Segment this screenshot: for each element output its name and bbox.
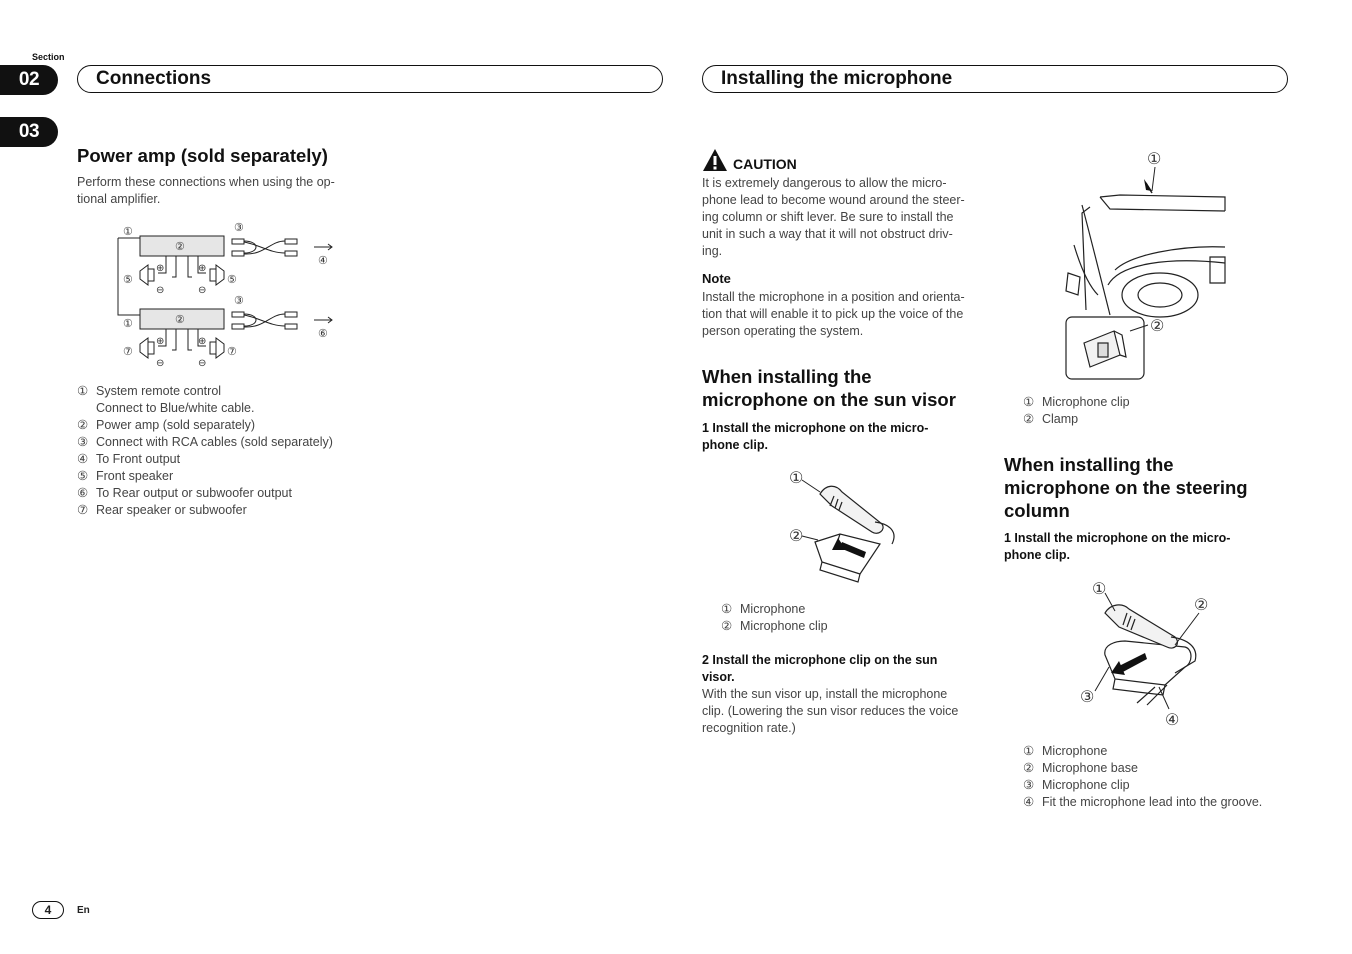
callout-5: ⑤ [227,274,237,286]
legend-num: ③ [1023,778,1035,792]
microphone-body [820,486,883,533]
callout-3: ③ [234,222,244,234]
step-line: 2 Install the microphone clip on the sun [702,653,938,667]
plus-symbol: ⊕ [198,336,207,347]
title-line: microphone on the steering [1004,477,1248,498]
plus-symbol: ⊕ [198,263,207,274]
plus-symbol: ⊕ [156,336,165,347]
legend-num: ② [1023,412,1035,426]
page-language: En [77,905,90,916]
legend-item [1023,760,1262,777]
rca-plug [232,324,244,329]
legend-item [77,434,377,451]
rca-plug [285,251,297,256]
rca-plug [232,312,244,317]
callout-2: ② [175,241,185,253]
legend-item [1023,743,1262,760]
legend-num: ① [1023,395,1035,409]
visor-figure-legend [1023,394,1130,428]
minus-symbol: ⊖ [198,285,207,296]
power-amp-legend [77,383,377,519]
note-line: person operating the system. [702,324,864,338]
legend-item [1023,394,1130,411]
caution-heading [702,148,797,172]
legend-text: Microphone base [1042,761,1138,775]
legend-item [721,618,828,635]
rca-plug [285,324,297,329]
power-amp-wiring-diagram [110,215,350,375]
power-amp-intro [77,174,377,208]
legend-num: ① [1023,744,1035,758]
text-line: recognition rate.) [702,721,796,735]
steering-wheel [1122,273,1198,317]
intro-line: Perform these connections when using the op- [77,175,335,189]
legend-text: Fit the microphone lead into the groove. [1042,795,1263,809]
step-line: phone clip. [702,438,768,452]
callout-5: ⑤ [123,274,133,286]
callout-2: ② [789,528,804,545]
minus-symbol: ⊖ [198,358,207,369]
callout-4: ④ [1165,712,1180,729]
section-tab-02[interactable]: 02 [0,65,58,95]
callout-1: ① [1092,581,1107,598]
legend-text: Clamp [1042,412,1079,426]
callout-2: ② [1150,318,1165,335]
legend-num: ⑦ [77,503,89,517]
microphone-base-figure [1075,575,1225,735]
title-line: column [1004,500,1070,521]
sun-visor-step2-text [702,686,987,737]
sun-visor-installation-figure [1060,145,1235,385]
caution-line: ing. [702,244,723,258]
title-line: When installing the [1004,454,1174,475]
step-line: 1 Install the microphone on the micro- [702,421,929,435]
legend-item [1023,777,1262,794]
legend-item [77,383,377,400]
legend-item [721,601,828,618]
legend-num: ② [1023,761,1035,775]
text-line: clip. (Lowering the sun visor reduces the voice [702,704,959,718]
legend-num: ① [77,384,89,398]
steering-title [1004,453,1248,522]
dashboard [1115,247,1225,270]
step-line: phone clip. [1004,548,1070,562]
title-line: When installing the [702,366,872,387]
legend-item [77,502,377,519]
legend-text: Microphone [740,602,806,616]
microphone-clip-figure [780,462,905,587]
legend-text: Microphone [1042,744,1108,758]
legend-item [1023,411,1130,428]
clip-body [815,534,880,574]
intro-line: tional amplifier. [77,192,161,206]
speaker-front-right [210,265,224,285]
legend-text: Connect with RCA cables (sold separately) [96,435,333,449]
note-line: Install the microphone in a position and orienta- [702,290,965,304]
plus-symbol: ⊕ [156,263,165,274]
note-title: Note [702,271,731,286]
legend-num: ⑤ [77,469,89,483]
step-line: 1 Install the microphone on the micro- [1004,531,1231,545]
legend-item [77,485,377,502]
legend-text: Front speaker [96,469,174,483]
page-number: 4 [32,901,64,919]
callout-6: ⑥ [318,328,328,340]
legend-num: ③ [77,435,89,449]
legend-text: Rear speaker or subwoofer [96,503,247,517]
legend-text: Microphone clip [740,619,828,633]
legend-num: ⑥ [77,486,89,500]
section-label: Section [32,52,65,62]
rca-plug [232,251,244,256]
callout-4: ④ [318,255,328,267]
legend-num: ② [721,619,733,633]
steering-legend [1023,743,1262,811]
callout-1: ① [123,318,133,330]
legend-text: Microphone clip [1042,778,1130,792]
rca-plug [232,239,244,244]
note-text [702,289,987,340]
callout-1: ① [789,470,804,487]
caution-text [702,175,987,260]
rca-plug [285,239,297,244]
caution-line: phone lead to become wound around the steer- [702,193,965,207]
section-tab-03[interactable]: 03 [0,117,58,147]
callout-7: ⑦ [123,346,133,358]
power-amp-title: Power amp (sold separately) [77,145,328,166]
callout-7: ⑦ [227,346,237,358]
step-line: visor. [702,670,735,684]
callout-1: ① [1147,151,1162,168]
header-installing-microphone: Installing the microphone [702,65,1288,93]
legend-item [77,417,377,434]
legend-text: To Rear output or subwoofer output [96,486,292,500]
legend-subtext: Connect to Blue/white cable. [96,401,255,415]
text-line: With the sun visor up, install the microphone [702,687,948,701]
legend-item [1023,794,1262,811]
rca-plug [285,312,297,317]
legend-num: ④ [77,452,89,466]
legend-num: ② [77,418,89,432]
legend-text: System remote control [96,384,222,398]
caution-line: ing column or shift lever. Be sure to install the [702,210,954,224]
caution-title: CAUTION [733,156,797,172]
caution-line: unit in such a way that it will not obstruct driv- [702,227,953,241]
legend-text: Microphone clip [1042,395,1130,409]
speaker-front-left [140,265,154,285]
warning-icon [702,148,728,172]
callout-2: ② [175,314,185,326]
sun-visor-step1 [702,420,928,454]
legend-num: ① [721,602,733,616]
minus-symbol: ⊖ [156,285,165,296]
legend-item [77,451,377,468]
legend-text: To Front output [96,452,181,466]
callout-3: ③ [234,295,244,307]
title-line: microphone on the sun visor [702,389,956,410]
note-line: tion that will enable it to pick up the voice of the [702,307,964,321]
legend-item [77,468,377,485]
legend-num: ④ [1023,795,1035,809]
legend-text: Power amp (sold separately) [96,418,256,432]
sun-visor-step2 [702,652,937,686]
speaker-rear-right [210,338,224,358]
sun-visor-title [702,365,956,411]
sun-visor-legend [721,601,828,635]
steering-step1 [1004,530,1230,564]
callout-1: ① [123,226,133,238]
speaker-rear-left [140,338,154,358]
callout-3: ③ [1080,689,1095,706]
callout-2: ② [1194,597,1209,614]
minus-symbol: ⊖ [156,358,165,369]
caution-line: It is extremely dangerous to allow the micro- [702,176,947,190]
header-connections: Connections [77,65,663,93]
